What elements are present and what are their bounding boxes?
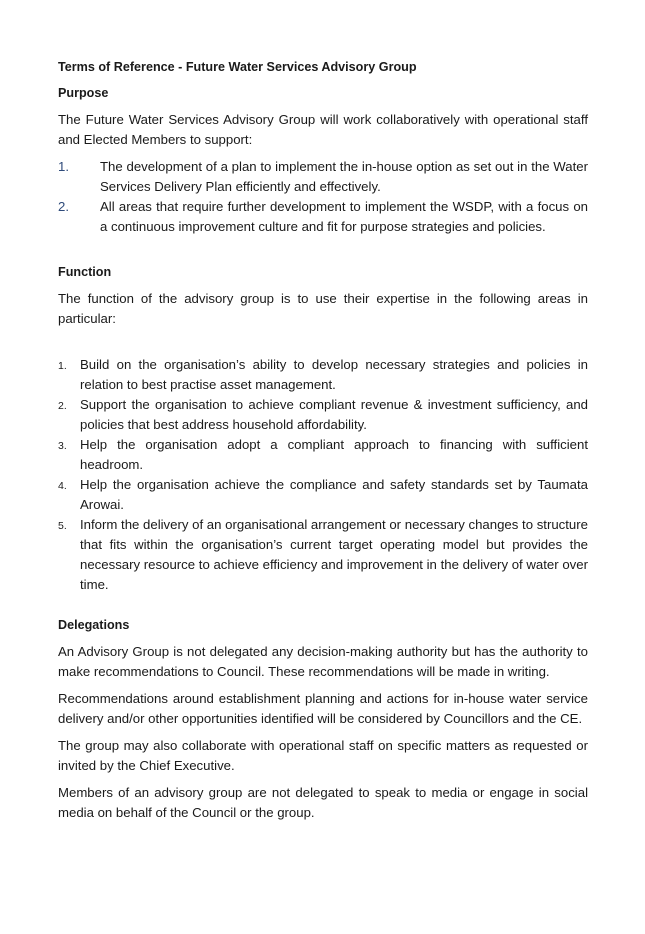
delegations-paragraph: Members of an advisory group are not delegated to speak to media or engage in social media on behalf of the Council or the group. — [58, 785, 588, 820]
delegations-paragraph: Recommendations around establishment planning and actions for in-house water service delivery and/or other opportunities identified will be considered by Councillors and the CE. — [58, 691, 588, 726]
function-item-text: Help the organisation achieve the compliance and safety standards set by Taumata Arowai. — [80, 477, 588, 512]
purpose-item-number: 2. — [58, 199, 69, 214]
function-item-text: Inform the delivery of an organisational arrangement or necessary changes to structure that fits within the organisation’s current target operating model but provides the necessary resource to achieve efficiency and improvement in the delivery of water over time. — [80, 517, 588, 592]
function-item — [58, 435, 588, 475]
purpose-list — [58, 157, 588, 237]
function-item — [58, 475, 588, 515]
function-intro: The function of the advisory group is to use their expertise in the following areas in particular: — [58, 291, 588, 326]
purpose-item-text: The development of a plan to implement the in-house option as set out in the Water Services Delivery Plan efficiently and effectively. — [100, 159, 588, 194]
delegations-paragraph: An Advisory Group is not delegated any decision-making authority but has the authority to make recommendations to Council. These recommendations will be made in writing. — [58, 644, 588, 679]
function-item-number: 3. — [58, 440, 67, 452]
function-list — [58, 355, 588, 595]
function-item-number: 2. — [58, 400, 67, 412]
document-title: Terms of Reference - Future Water Services Advisory Group — [58, 60, 417, 74]
function-item-number: 4. — [58, 480, 67, 492]
delegations-paragraph: The group may also collaborate with operational staff on specific matters as requested or invited by the Chief Executive. — [58, 738, 588, 773]
function-item-text: Help the organisation adopt a compliant approach to financing with sufficient headroom. — [80, 437, 588, 472]
function-item — [58, 395, 588, 435]
purpose-item — [58, 197, 588, 237]
function-item — [58, 515, 588, 595]
purpose-item — [58, 157, 588, 197]
function-item-text: Build on the organisation’s ability to develop necessary strategies and policies in relation to best practise asset management. — [80, 357, 588, 392]
function-item-number: 1. — [58, 360, 67, 372]
purpose-intro: The Future Water Services Advisory Group will work collaboratively with operational staff and Elected Members to support: — [58, 112, 588, 147]
function-item-number: 5. — [58, 520, 67, 532]
purpose-item-number: 1. — [58, 159, 69, 174]
purpose-heading: Purpose — [58, 86, 109, 100]
document-page — [58, 58, 588, 830]
delegations-heading: Delegations — [58, 618, 130, 632]
function-heading: Function — [58, 265, 112, 279]
function-item — [58, 355, 588, 395]
function-item-text: Support the organisation to achieve compliant revenue & investment sufficiency, and policies that best address household affordability. — [80, 397, 588, 432]
purpose-item-text: All areas that require further development to implement the WSDP, with a focus on a continuous improvement culture and fit for purpose strategies and policies. — [100, 199, 588, 234]
